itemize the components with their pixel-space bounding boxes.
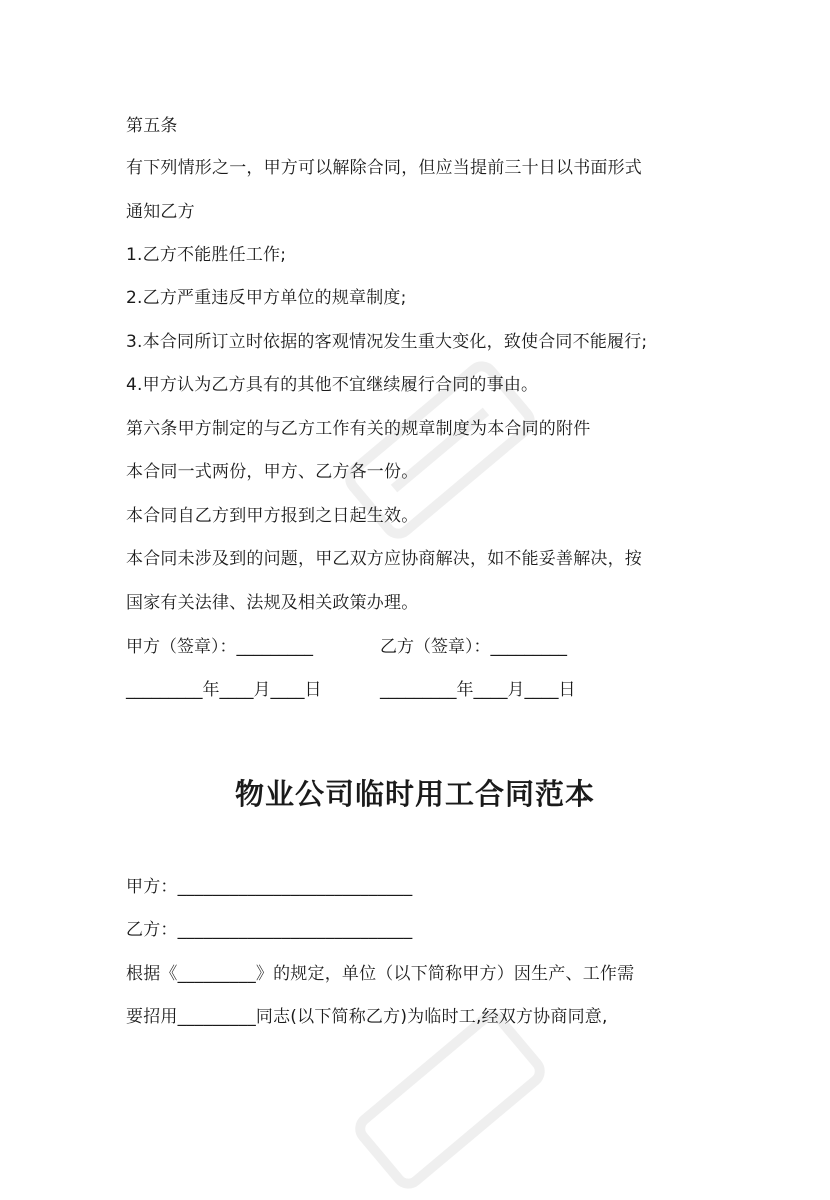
section-5-item-3: 3.本合同所订立时依据的客观情况发生重大变化，致使合同不能履行; xyxy=(126,332,648,352)
party-a-signature: 甲方（签章）：_________ xyxy=(126,637,313,657)
section-5-intro-line-2: 通知乙方 xyxy=(126,202,195,222)
section-5-item-2: 2.乙方严重违反甲方单位的规章制度; xyxy=(126,288,407,308)
contract-title: 物业公司临时用工合同范本 xyxy=(234,777,595,811)
party-b-date: _________年____月____日 xyxy=(380,680,576,700)
disputes-clause-line-1: 本合同未涉及到的问题，甲乙双方应协商解决，如不能妥善解决，按 xyxy=(126,549,642,569)
party-b-signature: 乙方（签章）：_________ xyxy=(380,637,567,657)
second-doc-party-a: 甲方：___________________________ xyxy=(126,877,413,897)
party-a-date: _________年____月____日 xyxy=(126,680,322,700)
section-5-item-4: 4.甲方认为乙方具有的其他不宜继续履行合同的事由。 xyxy=(126,375,539,395)
watermark-icon xyxy=(300,1000,600,1200)
section-5-heading: 第五条 xyxy=(126,116,178,136)
second-doc-para-line-2: 要招用_________同志(以下简称乙方)为临时工,经双方协商同意, xyxy=(126,1007,608,1027)
second-doc-party-b: 乙方：___________________________ xyxy=(126,920,413,940)
copies-clause: 本合同一式两份，甲方、乙方各一份。 xyxy=(126,462,419,482)
disputes-clause-line-2: 国家有关法律、法规及相关政策办理。 xyxy=(126,593,419,613)
effective-clause: 本合同自乙方到甲方报到之日起生效。 xyxy=(126,506,419,526)
second-doc-para-line-1: 根据《_________》的规定，单位（以下简称甲方）因生产、工作需 xyxy=(126,964,635,984)
section-6-text: 第六条甲方制定的与乙方工作有关的规章制度为本合同的附件 xyxy=(126,419,591,439)
section-5-intro-line-1: 有下列情形之一，甲方可以解除合同，但应当提前三十日以书面形式 xyxy=(126,158,642,178)
section-5-item-1: 1.乙方不能胜任工作; xyxy=(126,245,287,265)
